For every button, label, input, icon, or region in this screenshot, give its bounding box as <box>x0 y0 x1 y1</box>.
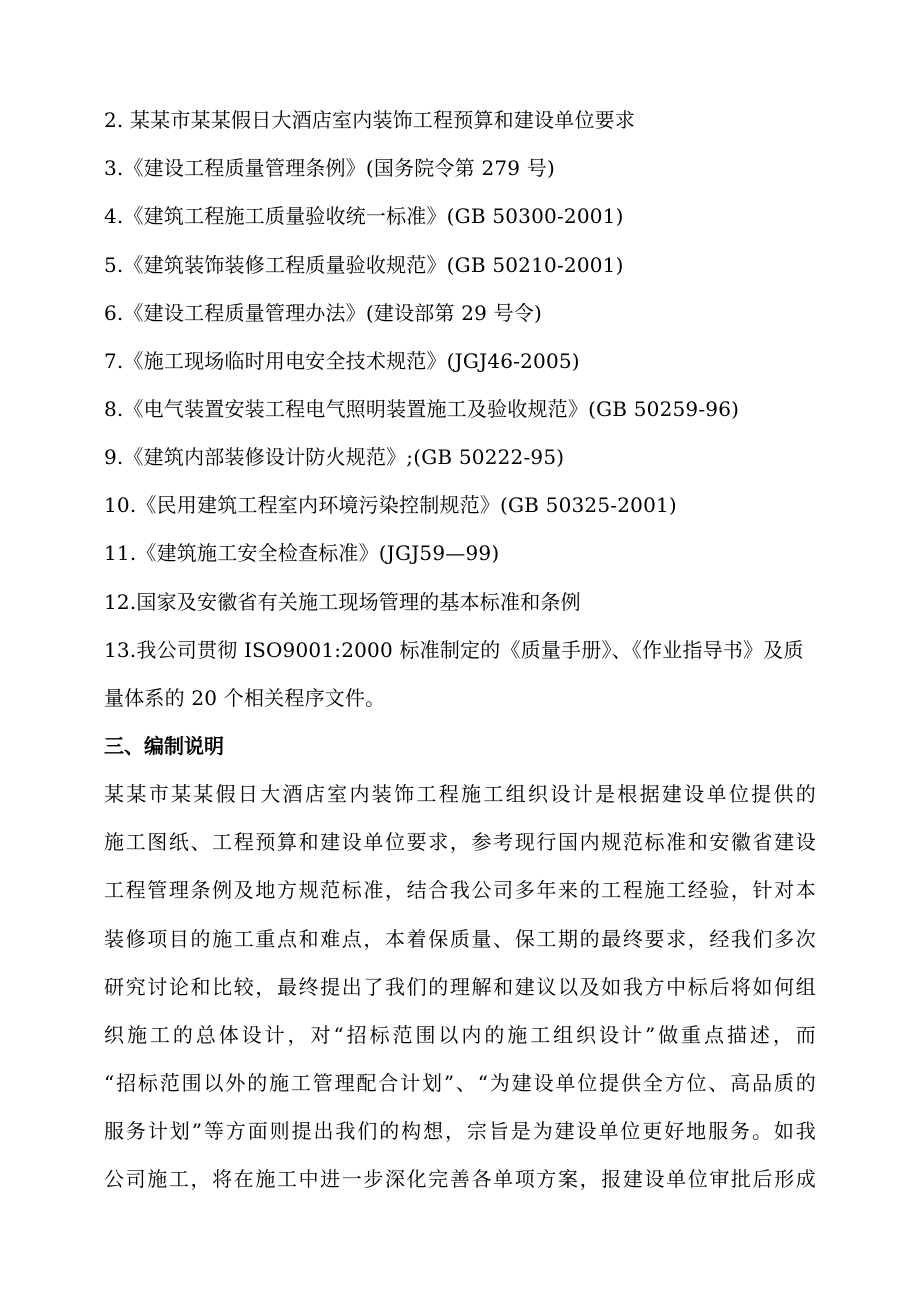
list-item-12: 12.国家及安徽省有关施工现场管理的基本标准和条例 <box>104 590 581 614</box>
paragraph-line: 某某市某某假日大酒店室内装饰工程施工组织设计是根据建设单位提供的 <box>104 782 816 806</box>
list-item-4: 4.《建筑工程施工质量验收统一标准》(GB 50300-2001) <box>104 204 624 228</box>
list-item-13-continued: 量体系的 20 个相关程序文件。 <box>104 686 386 710</box>
list-item-11: 11.《建筑施工安全检查标准》(JGJ59—99) <box>104 541 500 565</box>
paragraph-line: 装修项目的施工重点和难点，本着保质量、保工期的最终要求，经我们多次 <box>104 927 816 951</box>
list-item-9: 9.《建筑内部装修设计防火规范》;(GB 50222-95) <box>104 445 565 469</box>
paragraph-line: 研究讨论和比较，最终提出了我们的理解和建议以及如我方中标后将如何组 <box>104 975 816 999</box>
list-item-2: 2. 某某市某某假日大酒店室内装饰工程预算和建设单位要求 <box>104 108 636 132</box>
list-item-8: 8.《电气装置安装工程电气照明装置施工及验收规范》(GB 50259-96) <box>104 397 740 421</box>
list-item-10: 10.《民用建筑工程室内环境污染控制规范》(GB 50325-2001) <box>104 493 677 517</box>
paragraph-line: 施工图纸、工程预算和建设单位要求，参考现行国内规范标准和安徽省建设 <box>104 830 816 854</box>
section-heading: 三、编制说明 <box>104 734 224 758</box>
list-item-6: 6.《建设工程质量管理办法》(建设部第 29 号令) <box>104 301 543 325</box>
list-item-5: 5.《建筑装饰装修工程质量验收规范》(GB 50210-2001) <box>104 253 624 277</box>
paragraph-line: 服务计划”等方面则提出我们的构想，宗旨是为建设单位更好地服务。如我 <box>104 1119 816 1143</box>
list-item-7: 7.《施工现场临时用电安全技术规范》(JGJ46-2005) <box>104 349 580 373</box>
paragraph-line: 织施工的总体设计，对“招标范围以内的施工组织设计”做重点描述，而 <box>104 1023 816 1047</box>
paragraph-line: “招标范围以外的施工管理配合计划”、“为建设单位提供全方位、高品质的 <box>104 1071 816 1095</box>
paragraph-line: 工程管理条例及地方规范标准，结合我公司多年来的工程施工经验，针对本 <box>104 878 816 902</box>
list-item-13: 13.我公司贯彻 ISO9001:2000 标准制定的《质量手册》、《作业指导书》及质 <box>104 638 804 662</box>
paragraph-line: 公司施工，将在施工中进一步深化完善各单项方案，报建设单位审批后形成 <box>104 1167 816 1191</box>
list-item-3: 3.《建设工程质量管理条例》(国务院令第 279 号) <box>104 156 555 180</box>
